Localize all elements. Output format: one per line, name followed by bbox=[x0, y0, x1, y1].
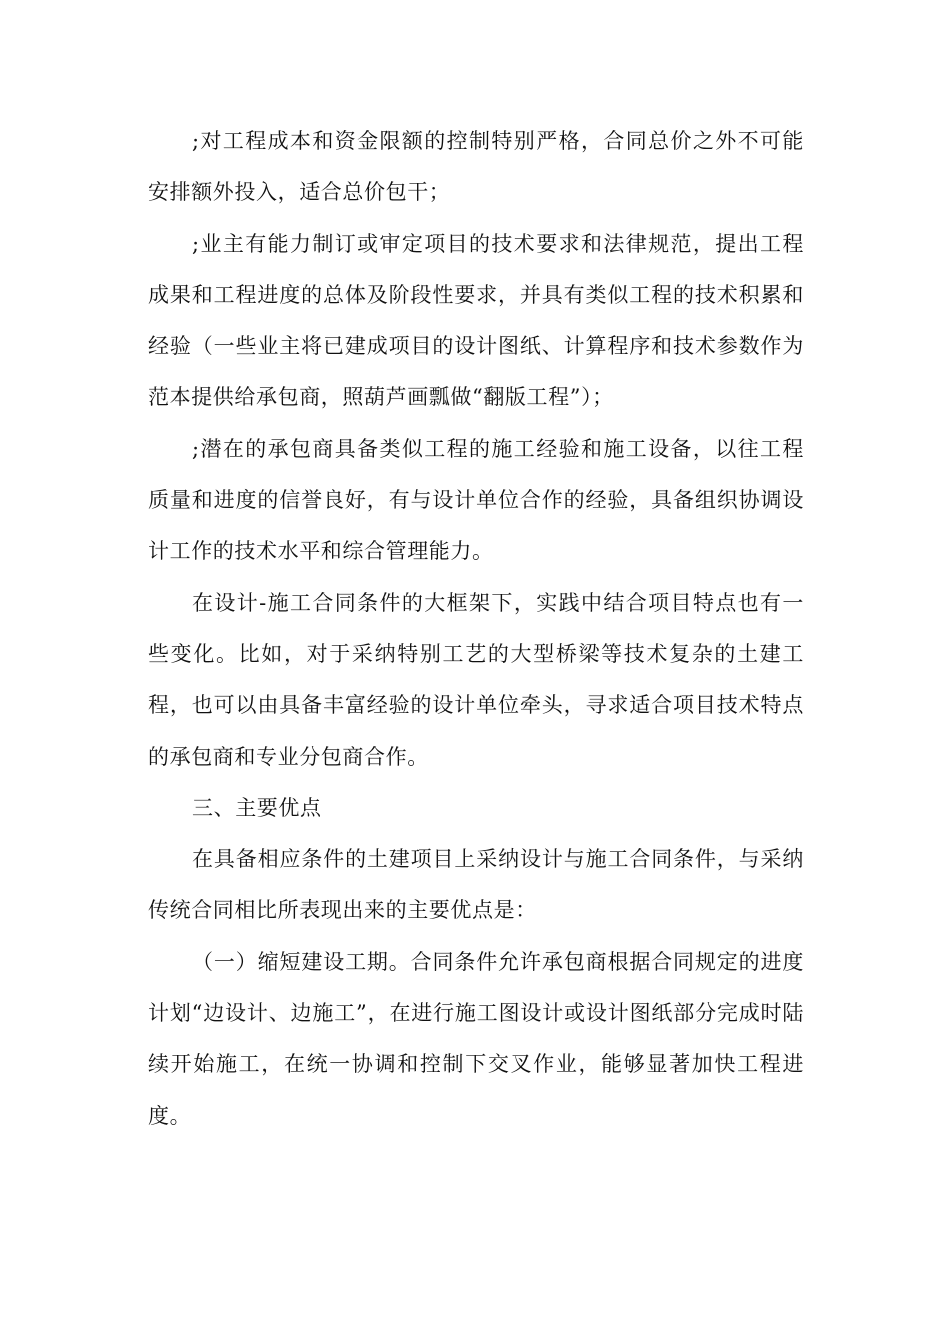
paragraph-advantages-intro: 在具备相应条件的土建项目上采纳设计与施工合同条件，与采纳传统合同相比所表现出来的主要优点是： bbox=[148, 847, 804, 923]
paragraph-cost-control: ;对工程成本和资金限额的控制特别严格，合同总价之外不可能安排额外投入，适合总价包干； bbox=[148, 129, 804, 205]
paragraph-contract-variations: 在设计-施工合同条件的大框架下，实践中结合项目特点也有一些变化。比如，对于采纳特别工艺的大型桥梁等技术复杂的土建工程，也可以由具备丰富经验的设计单位牵头，寻求适合项目技术特点的承包商和专业分包商合作。 bbox=[148, 590, 804, 769]
paragraph-shorten-schedule: （一）缩短建设工期。合同条件允许承包商根据合同规定的进度计划“边设计、边施工”，在进行施工图设计或设计图纸部分完成时陆续开始施工，在统一协调和控制下交叉作业，能够显著加快工程进度。 bbox=[148, 949, 804, 1128]
paragraph-contractor-capability: ;潜在的承包商具备类似工程的施工经验和施工设备，以往工程质量和进度的信誉良好，有与设计单位合作的经验，具备组织协调设计工作的技术水平和综合管理能力。 bbox=[148, 436, 804, 564]
section-heading-main-advantages: 三、主要优点 bbox=[192, 795, 322, 820]
document-body bbox=[148, 116, 804, 1142]
paragraph-owner-capability: ;业主有能力制订或审定项目的技术要求和法律规范，提出工程成果和工程进度的总体及阶段性要求，并具有类似工程的技术积累和经验（一些业主将已建成项目的设计图纸、计算程序和技术参数作为范本提供给承包商，照葫芦画瓢做“翻版工程”）； bbox=[148, 231, 804, 410]
